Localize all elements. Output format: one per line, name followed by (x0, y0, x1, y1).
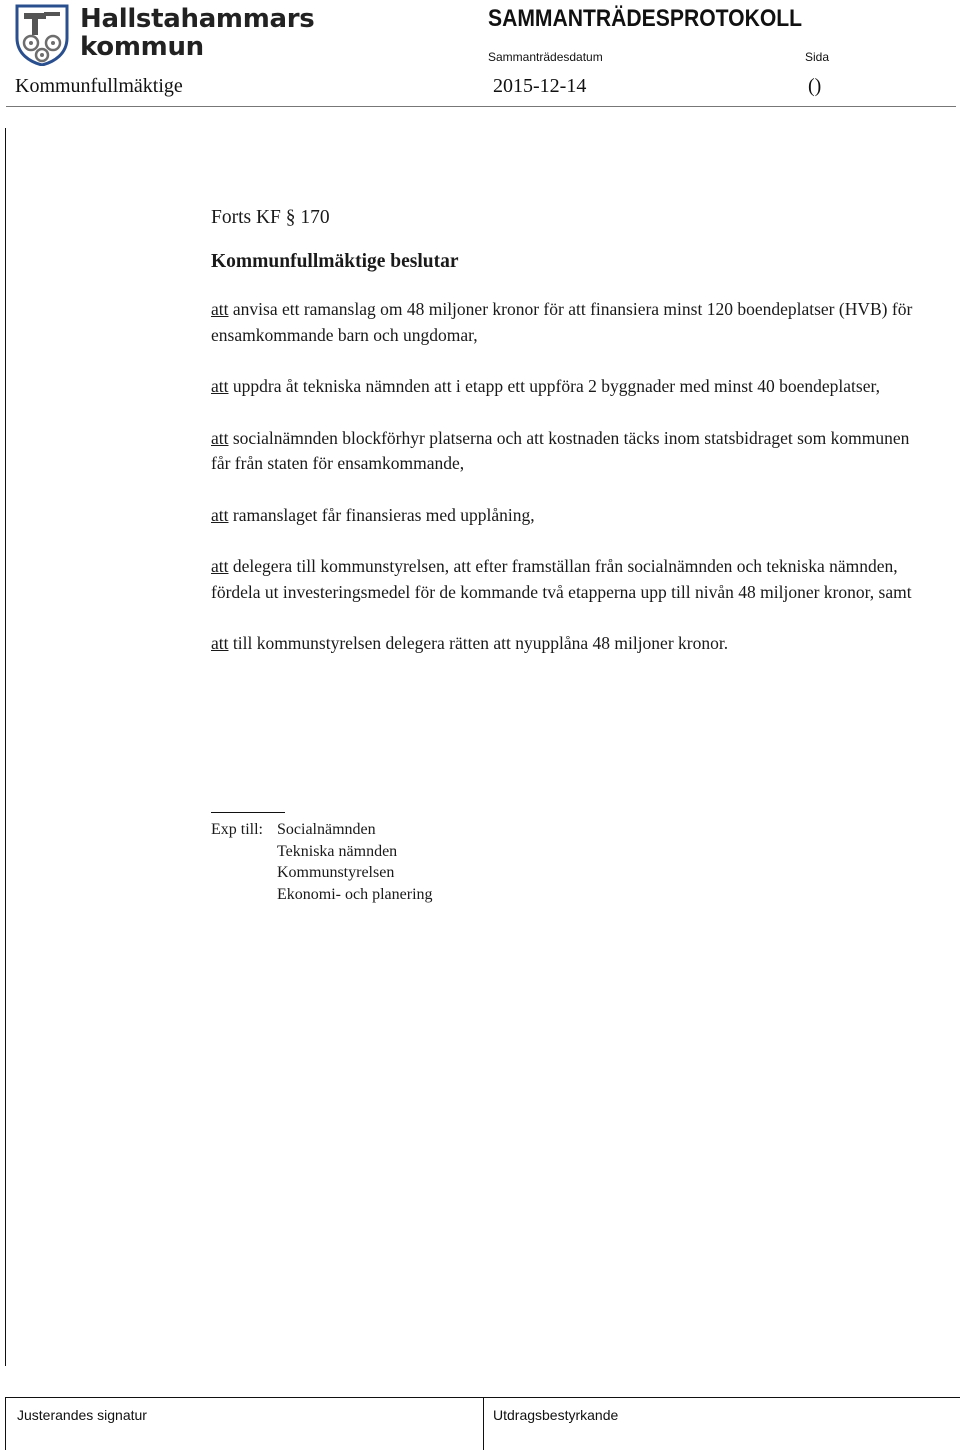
recipient-list (277, 819, 433, 905)
clause-text: uppdra åt tekniska nämnden att i etapp ett uppföra 2 byggnader med minst 40 boendeplatser, (228, 376, 880, 396)
header-divider (6, 106, 956, 107)
att-keyword: att (211, 504, 229, 525)
clause-text: anvisa ett ramanslag om 48 miljoner kronor för att finansiera minst 120 boendeplatser (HVB) för ensamkommande barn och ungdomar, (211, 299, 913, 345)
coat-of-arms-icon (14, 4, 70, 66)
decision-clause (211, 631, 931, 657)
decision-heading: Kommunfullmäktige beslutar (211, 250, 459, 272)
clause-text: till kommunstyrelsen delegera rätten att nyupplåna 48 miljoner kronor. (228, 633, 729, 653)
meeting-date-value: 2015-12-14 (493, 75, 587, 97)
recipient-item: Tekniska nämnden (277, 842, 398, 860)
page-number-value: () (808, 75, 822, 97)
recipient-item: Socialnämnden (277, 821, 376, 838)
clause-text: ramanslaget får finansieras med upplåning, (228, 504, 535, 525)
logo-line-municipality: Hallstahammars (80, 4, 315, 34)
distribution-label: Exp till: (211, 821, 263, 838)
att-keyword: att (211, 556, 229, 576)
footer-divider (483, 1398, 484, 1450)
meeting-body-name: Kommunfullmäktige (15, 75, 183, 97)
meeting-date-label: Sammanträdesdatum (488, 50, 603, 64)
certification-field-label: Utdragsbestyrkande (493, 1407, 619, 1423)
decision-clause (211, 297, 931, 348)
decision-clause (211, 426, 931, 477)
signature-footer (5, 1397, 960, 1450)
signature-field-label: Justerandes signatur (17, 1407, 147, 1423)
decision-clause (211, 503, 931, 529)
distribution-list (211, 812, 433, 905)
recipient-item: Ekonomi- och planering (277, 885, 433, 903)
att-keyword: att (211, 376, 229, 396)
municipality-logo (14, 4, 315, 68)
section-reference: Forts KF § 170 (211, 207, 330, 228)
recipient-item: Kommunstyrelsen (277, 864, 395, 881)
distribution-row (211, 819, 433, 905)
att-keyword: att (211, 299, 229, 319)
att-keyword: att (211, 427, 229, 448)
protocol-body (211, 205, 931, 683)
clause-text: delegera till kommunstyrelsen, att efter framställan från socialnämnden och tekniska nämnden, fördela ut investeringsmedel för de kommande två etapperna upp till nivån 48 miljoner kronor, samt (211, 556, 912, 602)
att-keyword: att (211, 633, 229, 653)
page-label: Sida (805, 50, 830, 64)
decision-clause (211, 374, 931, 400)
clause-text: socialnämnden blockförhyr platserna och att kostnaden täcks inom statsbidraget som kommunen får från staten för ensamkommande, (211, 427, 910, 473)
document-type-title: SAMMANTRÄDESPROTOKOLL (488, 5, 803, 32)
left-margin-line (5, 128, 6, 1366)
logo-wordmark (80, 6, 314, 60)
decision-clause (211, 554, 931, 605)
distribution-divider (211, 812, 285, 813)
logo-line-kommun: kommun (80, 32, 204, 62)
